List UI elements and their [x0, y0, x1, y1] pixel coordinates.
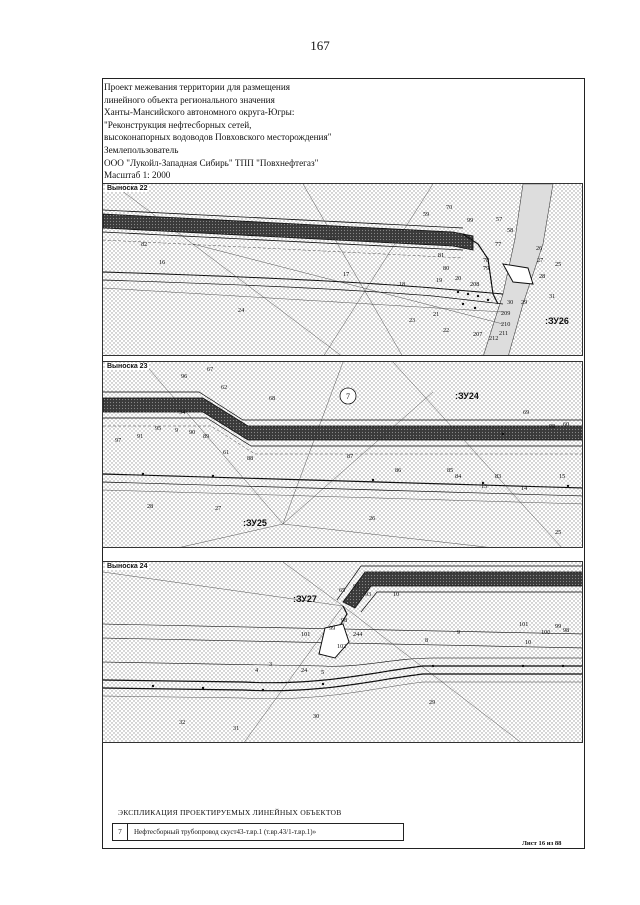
point-label: 25 — [555, 261, 562, 268]
point-label: 29 — [429, 699, 436, 706]
point-label: 99 — [555, 623, 562, 630]
inset-title: Выноска 24 — [107, 563, 148, 570]
point-label: 3 — [269, 661, 273, 668]
point-label: 70 — [446, 204, 453, 211]
point-label: 69 — [523, 409, 530, 416]
point-label: 99 — [329, 625, 336, 632]
zone-label: :ЗУ25 — [243, 518, 267, 528]
point-label: 82 — [141, 241, 148, 248]
header-line: "Реконструкция нефтесборных сетей, — [104, 119, 252, 130]
point-label: 58 — [507, 227, 514, 234]
point-label: 94 — [179, 409, 186, 416]
point-label: 27 — [537, 257, 544, 264]
pipeline-callout-number: 7 — [346, 392, 350, 401]
project-header — [104, 81, 331, 182]
point-label: 98 — [341, 617, 348, 624]
inset-map-22-drawing — [103, 184, 583, 356]
point-label: 86 — [395, 467, 402, 474]
point-label: 31 — [549, 293, 556, 300]
point-label: 32 — [179, 719, 186, 726]
point-label: 92 — [353, 583, 360, 590]
point-label: 102 — [337, 643, 347, 650]
point-label: 19 — [436, 277, 443, 284]
point-label: 212 — [489, 335, 499, 342]
point-label: 14 — [521, 485, 528, 492]
point-label: 87 — [347, 453, 354, 460]
point-label: 209 — [501, 310, 511, 317]
inset-map-23-drawing — [103, 362, 583, 548]
explication-row-name: Нефтесборный трубопровод скуст43-т.вр.1 (т.вр.43/1-т.вр.1)» — [134, 828, 317, 836]
point-label: 26 — [536, 245, 543, 252]
explication-table — [112, 823, 404, 841]
point-label: 16 — [159, 259, 166, 266]
point-label: 59 — [423, 211, 430, 218]
inset-map-22 — [102, 183, 583, 356]
point-label: 57 — [496, 216, 503, 223]
point-label: 210 — [501, 321, 511, 328]
point-label: 83 — [495, 473, 502, 480]
header-line: Землепользователь — [104, 144, 179, 155]
point-label: 10 — [393, 591, 400, 598]
point-label: 10 — [525, 639, 532, 646]
point-label: 89 — [203, 433, 210, 440]
point-label: 9 — [457, 629, 461, 636]
point-label: 18 — [399, 281, 406, 288]
point-label: 24 — [301, 667, 308, 674]
point-label: 91 — [137, 433, 144, 440]
inset-map-24-drawing — [103, 562, 583, 743]
point-label: 13 — [481, 483, 488, 490]
point-label: 88 — [247, 455, 254, 462]
point-label: 25 — [555, 529, 562, 536]
point-label: 78 — [483, 257, 490, 264]
header-line: линейного объекта регионального значения — [104, 94, 275, 105]
point-label: 4 — [255, 667, 259, 674]
point-label: 100 — [541, 629, 551, 636]
point-label: 9 — [175, 427, 179, 434]
point-label: 211 — [499, 330, 509, 337]
point-label: 84 — [455, 473, 462, 480]
point-label: 98 — [549, 423, 556, 430]
point-label: 97 — [115, 437, 122, 444]
point-label: 95 — [155, 425, 162, 432]
header-line: Масштаб 1: 2000 — [104, 170, 171, 181]
point-label: 30 — [313, 713, 320, 720]
zone-label: :ЗУ24 — [455, 391, 479, 401]
point-label: 22 — [443, 327, 450, 334]
point-label: 8 — [425, 637, 429, 644]
point-label: 244 — [353, 631, 363, 638]
header-line: Проект межевания территории для размещения — [104, 82, 290, 92]
point-label: 81 — [438, 252, 445, 259]
header-line: ООО "Лукойл-Западная Сибирь" ТПП "Повхнефтегаз" — [104, 157, 319, 168]
point-label: 62 — [221, 384, 228, 391]
point-label: 21 — [433, 311, 440, 318]
header-line: высоконапорных водоводов Повховского месторождения" — [104, 132, 332, 143]
header-line: Ханты-Мансийского автономного округа-Югры: — [104, 107, 295, 118]
point-label: 20 — [455, 275, 462, 282]
point-label: 77 — [495, 241, 502, 248]
point-label: 85 — [447, 467, 454, 474]
point-label: 68 — [269, 395, 276, 402]
point-label: 79 — [483, 265, 490, 272]
point-label: 93 — [365, 591, 372, 598]
point-label: 101 — [301, 631, 311, 638]
point-label: 67 — [207, 366, 214, 373]
point-label: 15 — [559, 473, 566, 480]
point-label: 23 — [409, 317, 416, 324]
point-label: 208 — [470, 281, 480, 288]
inset-map-23 — [102, 361, 583, 548]
inset-map-24 — [102, 561, 583, 743]
explication-title: ЭКСПЛИКАЦИЯ ПРОЕКТИРУЕМЫХ ЛИНЕЙНЫХ ОБЪЕКТОВ — [118, 808, 342, 817]
inset-title: Выноска 23 — [107, 363, 148, 370]
point-label: 60 — [563, 421, 570, 428]
point-label: 24 — [238, 307, 245, 314]
point-label: 27 — [215, 505, 222, 512]
point-label: 90 — [189, 429, 196, 436]
zone-label: :ЗУ27 — [293, 594, 317, 604]
point-label: 80 — [443, 265, 450, 272]
inset-title: Выноска 22 — [107, 185, 148, 192]
point-label: 31 — [233, 725, 240, 732]
point-label: 28 — [147, 503, 154, 510]
explication-row-number: 7 — [113, 824, 128, 840]
point-label: 17 — [343, 271, 350, 278]
point-label: 29 — [521, 299, 528, 306]
point-label: 61 — [223, 449, 230, 456]
sheet-number: Лист 16 из 88 — [522, 840, 562, 847]
point-label: 26 — [369, 515, 376, 522]
zone-label: :ЗУ26 — [545, 316, 569, 326]
point-label: 101 — [519, 621, 529, 628]
point-label: 65 — [339, 587, 346, 594]
point-label: 98 — [563, 627, 570, 634]
point-label: 99 — [467, 217, 474, 224]
point-label: 96 — [181, 373, 188, 380]
point-label: 30 — [507, 299, 514, 306]
page-number: 167 — [310, 38, 330, 53]
point-label: 28 — [539, 273, 546, 280]
point-label: 207 — [473, 331, 483, 338]
point-label: 5 — [321, 669, 325, 676]
